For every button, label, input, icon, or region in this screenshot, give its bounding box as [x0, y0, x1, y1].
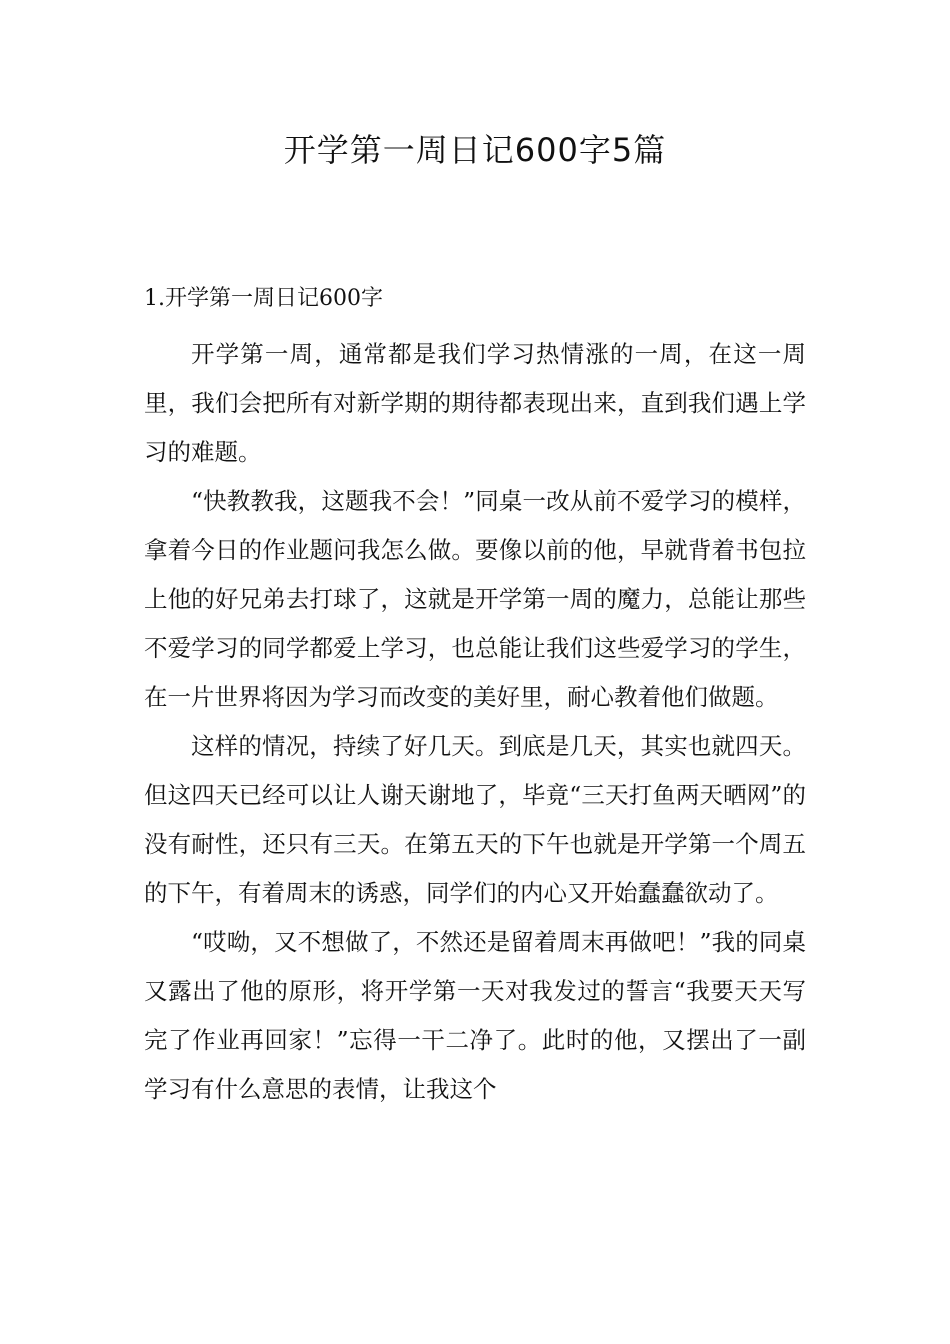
- section-heading: 1.开学第一周日记600字: [144, 286, 383, 311]
- document-title: 开学第一周日记600字5篇: [283, 131, 667, 169]
- paragraph: 这样的情况，持续了好几天。到底是几天，其实也就四天。但这四天已经可以让人谢天谢地了，毕竟“三天打鱼两天晒网”的没有耐性，还只有三天。在第五天的下午也就是开学第一个周五的下午，有着周末的诱惑，同学们的内心又开始蠢蠢欲动了。: [144, 732, 806, 907]
- document-body: [144, 330, 806, 1114]
- paragraph: “哎呦，又不想做了，不然还是留着周末再做吧！”我的同桌又露出了他的原形，将开学第一天对我发过的誓言“我要天天写完了作业再回家！”忘得一干二净了。此时的他，又摆出了一副学习有什么意思的表情，让我这个: [144, 928, 806, 1103]
- paragraph: “快教教我，这题我不会！”同桌一改从前不爱学习的模样，拿着今日的作业题问我怎么做。要像以前的他，早就背着书包拉上他的好兄弟去打球了，这就是开学第一周的魔力，总能让那些不爱学习的同学都爱上学习，也总能让我们这些爱学习的学生，在一片世界将因为学习而改变的美好里，耐心教着他们做题。: [144, 487, 806, 711]
- paragraph: 开学第一周，通常都是我们学习热情涨的一周，在这一周里，我们会把所有对新学期的期待都表现出来，直到我们遇上学习的难题。: [144, 340, 806, 466]
